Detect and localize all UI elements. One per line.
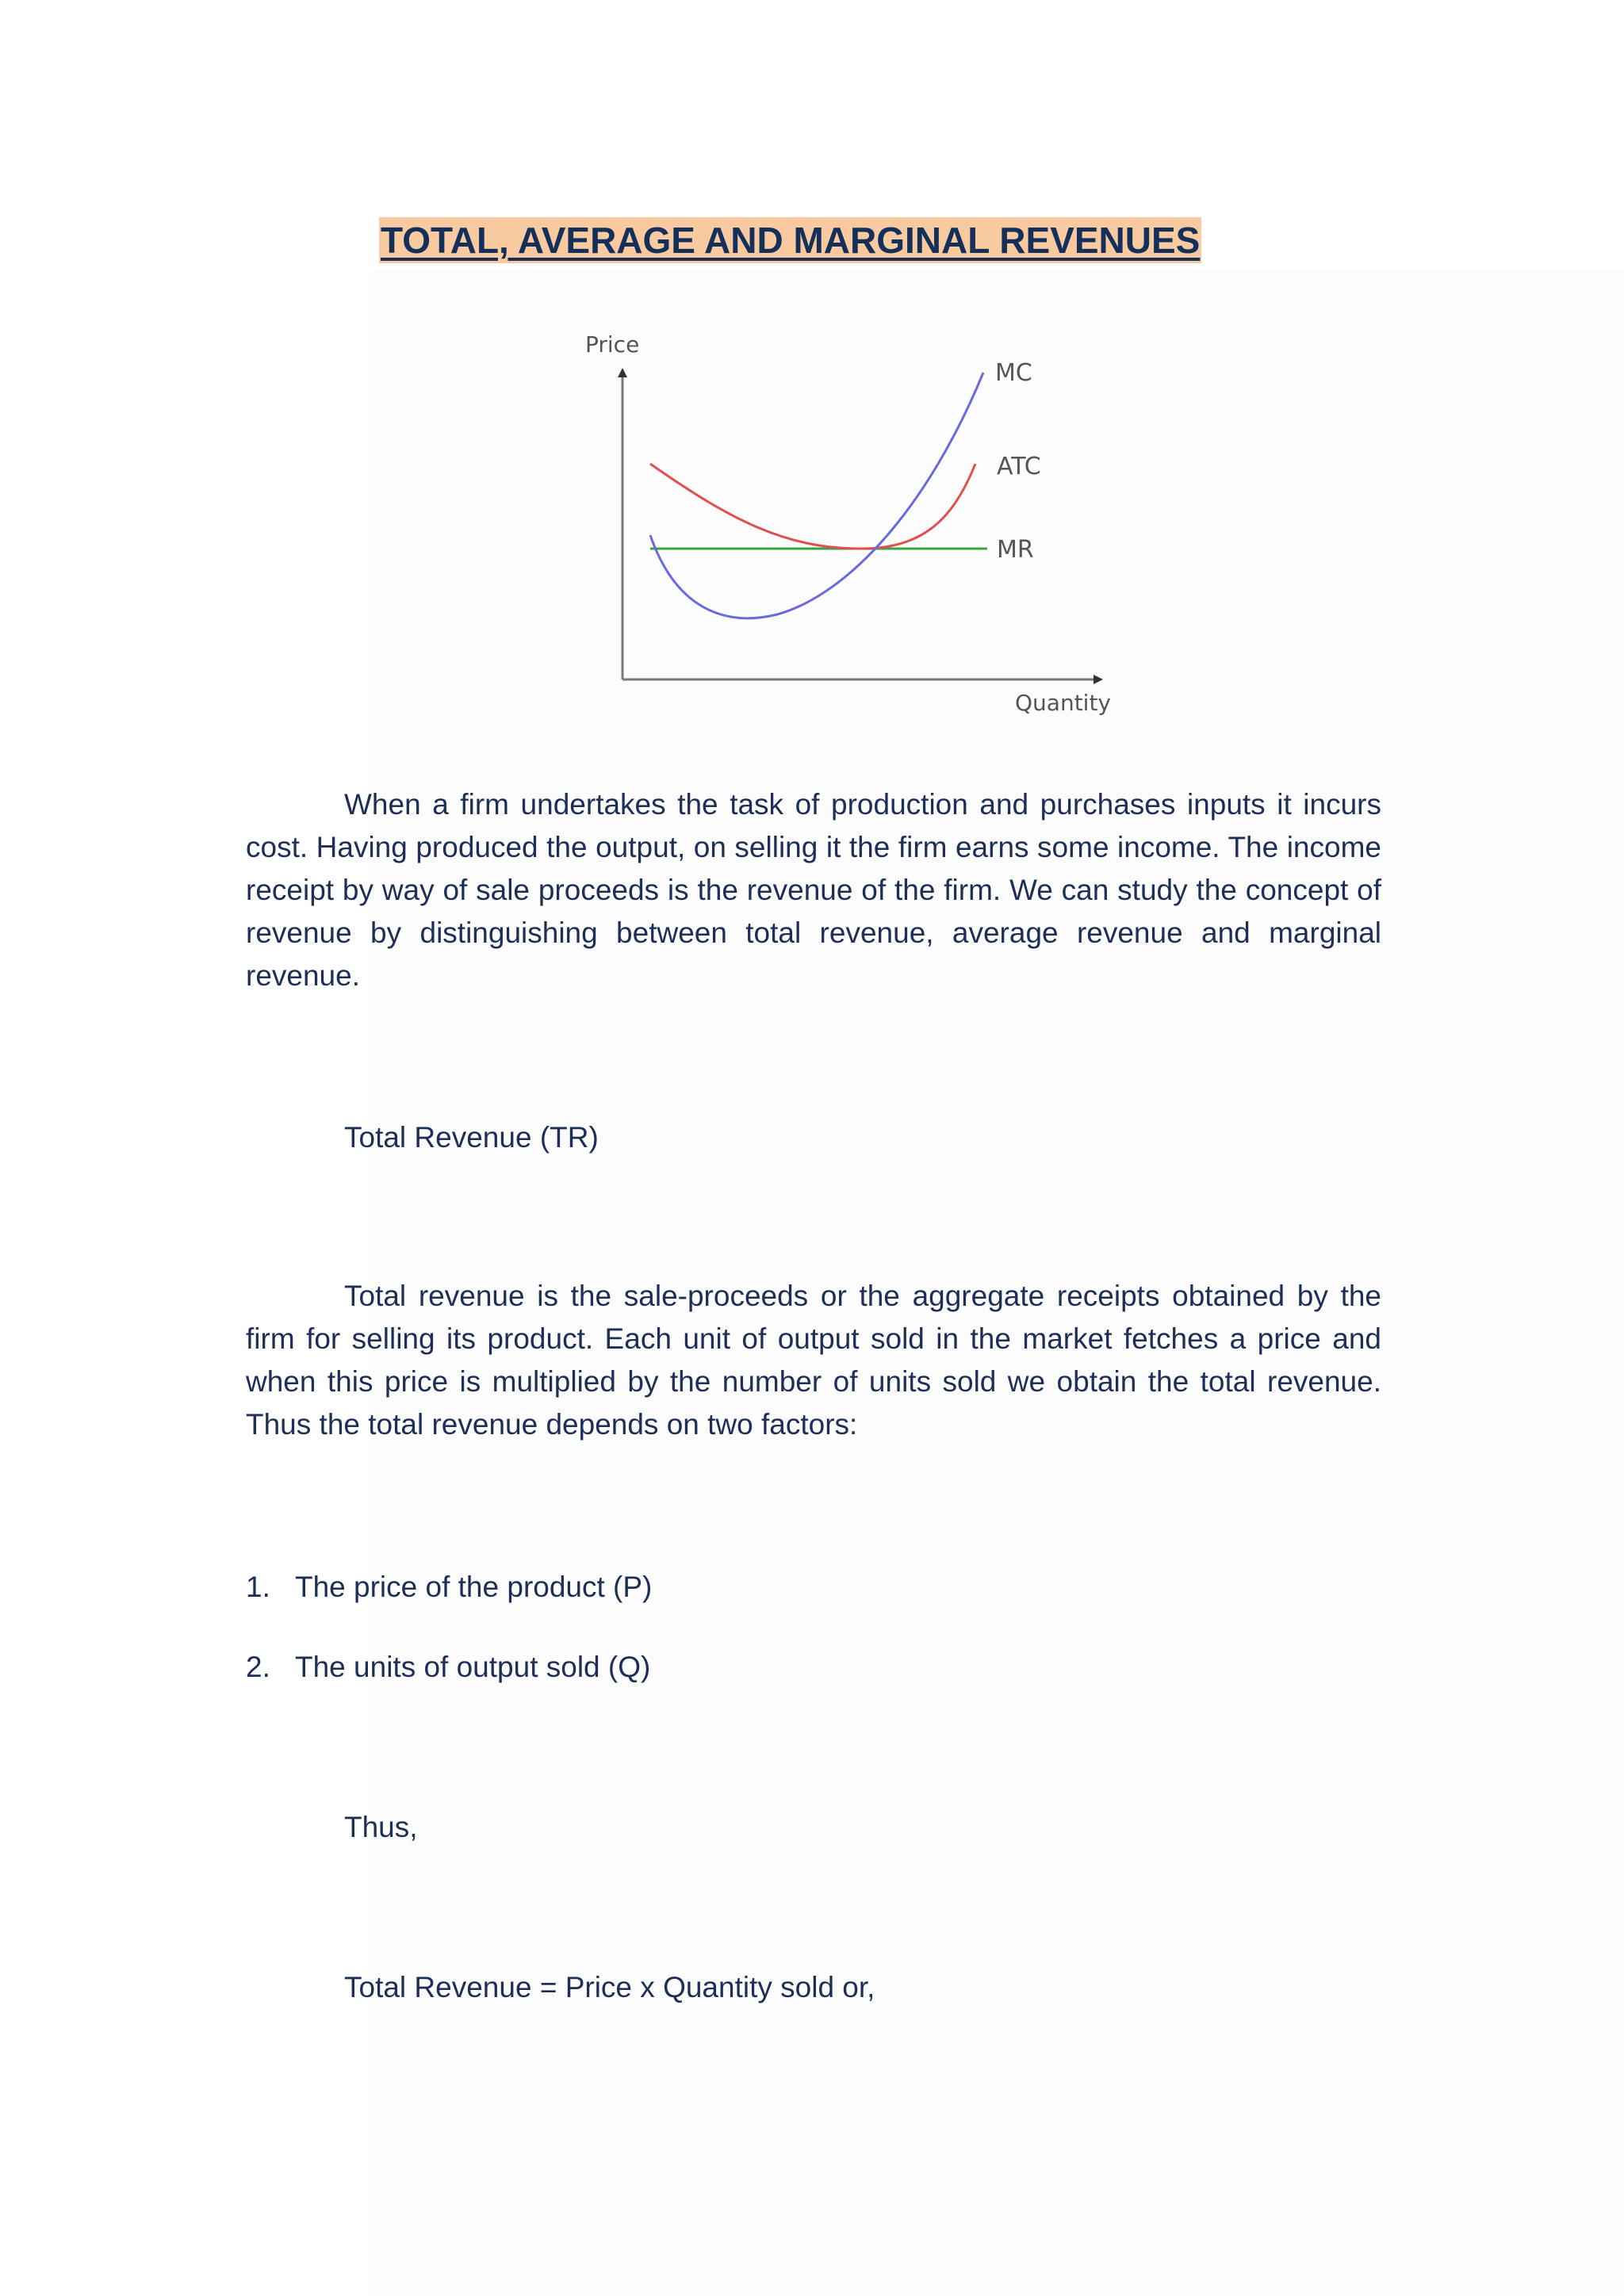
y-axis-label: Price xyxy=(585,331,640,358)
intro-paragraph xyxy=(246,783,1381,997)
document-title: TOTAL, AVERAGE AND MARGINAL REVENUES xyxy=(379,217,1201,263)
atc-curve xyxy=(650,464,975,549)
list-item xyxy=(246,1566,652,1609)
mr-label: MR xyxy=(997,536,1034,564)
thus-line: Thus, xyxy=(344,1811,418,1843)
list-item-text: The price of the product (P) xyxy=(295,1571,653,1603)
formula-line: Total Revenue = Price x Quantity sold or, xyxy=(344,1971,875,2003)
intro-paragraph-text: When a firm undertakes the task of production and purchases inputs it incurs cost. Having produced the output, on selling it the firm earns some income. The income receipt by way of sale proceeds is the revenue of the firm. We can study the concept of revenue by distinguishing between total revenue, average revenue and marginal revenue. xyxy=(246,788,1381,992)
cost-revenue-figure xyxy=(571,325,1142,721)
atc-label: ATC xyxy=(997,453,1041,480)
list-item-number: 1. xyxy=(246,1571,270,1603)
list-item-text: The units of output sold (Q) xyxy=(295,1651,651,1683)
total-revenue-paragraph-text: Total revenue is the sale-proceeds or the aggregate receipts obtained by the firm for selling its product. Each unit of output sold in the market fetches a price and when this price is multiplied by the number of units sold we obtain the total revenue. Thus the total revenue depends on two factors: xyxy=(246,1280,1381,1441)
x-axis-label: Quantity xyxy=(1015,690,1111,716)
mc-label: MC xyxy=(995,359,1032,387)
section-heading-total-revenue: Total Revenue (TR) xyxy=(344,1121,599,1154)
cost-revenue-diagram xyxy=(571,325,1142,721)
list-item xyxy=(246,1646,650,1689)
total-revenue-paragraph xyxy=(246,1275,1381,1446)
list-item-number: 2. xyxy=(246,1651,270,1683)
